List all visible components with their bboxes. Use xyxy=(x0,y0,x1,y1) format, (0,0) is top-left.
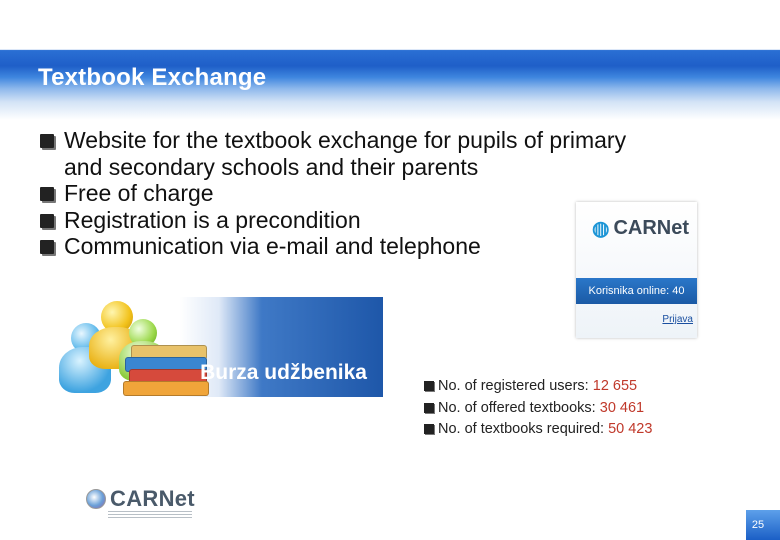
carnet-login-widget xyxy=(576,202,697,338)
bullet-item xyxy=(38,127,738,154)
stat-label: No. of offered textbooks: xyxy=(438,399,600,416)
bullet-continuation xyxy=(38,154,738,181)
bullet-text: Registration is a precondition xyxy=(64,206,361,233)
stat-item xyxy=(424,376,652,398)
footer-carnet-logo xyxy=(86,486,195,512)
stat-label: No. of textbooks required: xyxy=(438,421,609,437)
carnet-logo xyxy=(592,216,689,241)
globe-icon: ◍ xyxy=(592,218,610,240)
textbook-exchange-banner xyxy=(55,297,383,397)
banner-title: Burza udžbenika xyxy=(200,361,367,384)
stat-item xyxy=(424,419,652,441)
footer-logo-text: CARNet xyxy=(110,486,195,511)
stat-value: 12 655 xyxy=(592,378,638,394)
checkbox-bullet-icon xyxy=(424,424,434,434)
globe-icon xyxy=(86,489,106,509)
book-icon xyxy=(123,381,209,396)
checkbox-bullet-icon xyxy=(40,187,54,201)
bullet-text: Communication via e-mail and telephone xyxy=(64,233,481,259)
checkbox-bullet-icon xyxy=(40,134,54,148)
login-link[interactable]: Prijava xyxy=(662,314,693,325)
statistics-list xyxy=(424,376,652,441)
stat-value: 30 461 xyxy=(599,399,645,416)
bullet-text: and secondary schools and their parents xyxy=(64,153,479,180)
checkbox-bullet-icon xyxy=(40,214,54,228)
footer-tagline-decoration xyxy=(108,511,192,520)
bullet-text: Website for the textbook exchange for pupils of primary xyxy=(64,127,627,153)
checkbox-bullet-icon xyxy=(424,381,434,391)
bullet-text: Free of charge xyxy=(64,180,214,206)
checkbox-bullet-icon xyxy=(424,403,434,413)
carnet-logo-text: CARNet xyxy=(613,217,690,239)
stat-item xyxy=(424,398,652,420)
stat-label: No. of registered users: xyxy=(438,378,593,394)
stat-value: 50 423 xyxy=(608,421,653,437)
page-number: 25 xyxy=(746,510,780,540)
users-online-bar: Korisnika online: 40 xyxy=(576,278,697,304)
checkbox-bullet-icon xyxy=(40,240,54,254)
slide-title: Textbook Exchange xyxy=(38,64,267,91)
